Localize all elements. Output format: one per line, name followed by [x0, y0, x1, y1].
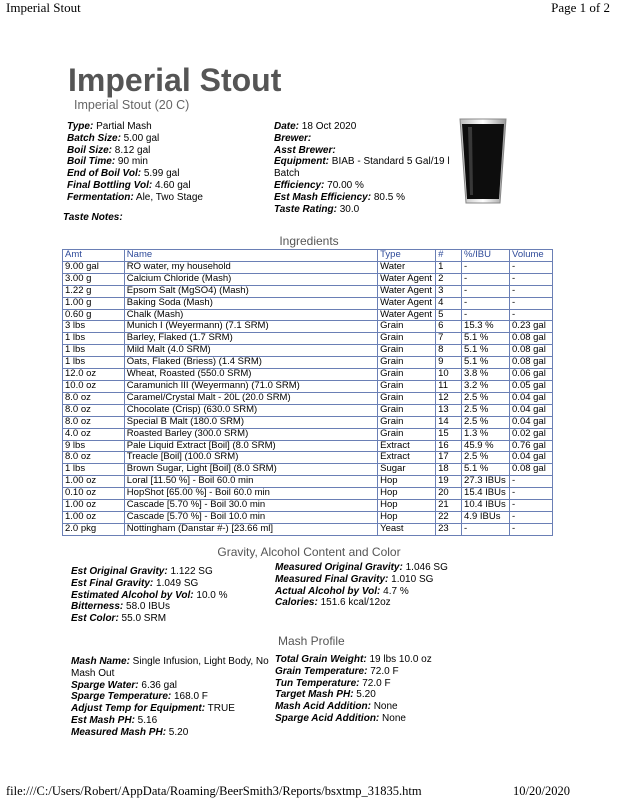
table-row [63, 357, 553, 369]
table-cell: Cascade [5.70 %] - Boil 10.0 min [124, 511, 377, 523]
table-cell: 0.76 gal [510, 440, 553, 452]
table-cell: 1 [436, 261, 462, 273]
detail-line: Asst Brewer: [274, 144, 336, 156]
table-cell: Grain [378, 380, 436, 392]
table-cell: Caramel/Crystal Malt - 20L (20.0 SRM) [124, 392, 377, 404]
detail-line: Total Grain Weight: 19 lbs 10.0 oz [275, 654, 432, 665]
mash-heading: Mash Profile [278, 634, 345, 648]
table-row [63, 523, 553, 535]
table-cell: 2.5 % [462, 452, 510, 464]
table-cell: 9.00 gal [63, 261, 125, 273]
table-cell: 8.0 oz [63, 452, 125, 464]
table-cell: 1 lbs [63, 464, 125, 476]
table-row [63, 380, 553, 392]
table-cell: 15 [436, 428, 462, 440]
table-cell: Grain [378, 321, 436, 333]
table-row [63, 333, 553, 345]
table-cell: Extract [378, 452, 436, 464]
table-cell: Water Agent [378, 273, 436, 285]
table-cell: - [510, 273, 553, 285]
table-cell: 3 lbs [63, 321, 125, 333]
table-cell: 1 lbs [63, 357, 125, 369]
detail-line: Equipment: BIAB - Standard 5 Gal/19 l Batch [274, 156, 450, 180]
table-cell: Oats, Flaked (Briess) (1.4 SRM) [124, 357, 377, 369]
table-cell: 0.08 gal [510, 345, 553, 357]
table-row [63, 500, 553, 512]
table-cell: Caramunich III (Weyermann) (71.0 SRM) [124, 380, 377, 392]
table-cell: Mild Malt (4.0 SRM) [124, 345, 377, 357]
header-title: Imperial Stout [6, 0, 81, 15]
table-cell: 2.5 % [462, 404, 510, 416]
table-cell: Barley, Flaked (1.7 SRM) [124, 333, 377, 345]
recipe-details-right [274, 121, 454, 215]
detail-line: Calories: 151.6 kcal/12oz [275, 597, 391, 609]
table-cell: Baking Soda (Mash) [124, 297, 377, 309]
table-cell: 16 [436, 440, 462, 452]
table-row [63, 488, 553, 500]
table-cell: - [510, 476, 553, 488]
detail-line: Bitterness: 58.0 IBUs [71, 601, 170, 613]
table-cell: 0.08 gal [510, 357, 553, 369]
table-cell: HopShot [65.00 %] - Boil 60.0 min [124, 488, 377, 500]
table-cell: 22 [436, 511, 462, 523]
table-cell: - [510, 488, 553, 500]
table-cell: 0.08 gal [510, 464, 553, 476]
detail-line: Tun Temperature: 72.0 F [275, 677, 391, 689]
table-cell: 15.3 % [462, 321, 510, 333]
table-cell: 20 [436, 488, 462, 500]
detail-line: Sparge Water: 6.36 gal [71, 679, 177, 691]
table-cell: Roasted Barley (300.0 SRM) [124, 428, 377, 440]
table-row [63, 392, 553, 404]
table-cell: 3.8 % [462, 369, 510, 381]
detail-line: Efficiency: 70.00 % [274, 179, 364, 191]
table-cell: 0.10 oz [63, 488, 125, 500]
table-cell: Hop [378, 488, 436, 500]
column-header: Amt [63, 250, 125, 262]
table-row [63, 440, 553, 452]
table-cell: 4.9 IBUs [462, 511, 510, 523]
footer-date: 10/20/2020 [513, 784, 570, 798]
table-cell: Grain [378, 392, 436, 404]
table-cell: Grain [378, 333, 436, 345]
ingredients-table [62, 249, 553, 536]
table-row [63, 428, 553, 440]
table-cell: 9 lbs [63, 440, 125, 452]
table-cell: - [510, 297, 553, 309]
table-cell: 11 [436, 380, 462, 392]
detail-line: Mash Acid Addition: None [275, 701, 398, 713]
detail-line: Adjust Temp for Equipment: TRUE [71, 703, 235, 715]
gravity-heading: Gravity, Alcohol Content and Color [217, 545, 401, 559]
table-cell: Grain [378, 428, 436, 440]
table-cell: 3.2 % [462, 380, 510, 392]
table-cell: - [462, 309, 510, 321]
mash-left [71, 656, 271, 739]
table-cell: Grain [378, 369, 436, 381]
table-row [63, 321, 553, 333]
ingredients-heading: Ingredients [279, 234, 339, 248]
taste-notes-label: Taste Notes: [63, 212, 123, 223]
table-cell: 0.04 gal [510, 404, 553, 416]
table-cell: 10 [436, 369, 462, 381]
table-cell: Treacle [Boil] (100.0 SRM) [124, 452, 377, 464]
detail-line: Sparge Temperature: 168.0 F [71, 691, 208, 703]
table-cell: 12.0 oz [63, 369, 125, 381]
table-cell: 0.04 gal [510, 392, 553, 404]
table-cell: 0.23 gal [510, 321, 553, 333]
beer-glass-icon [458, 117, 508, 205]
table-cell: Yeast [378, 523, 436, 535]
recipe-details-left [67, 121, 267, 204]
table-cell: 19 [436, 476, 462, 488]
table-cell: 18 [436, 464, 462, 476]
table-cell: 0.02 gal [510, 428, 553, 440]
detail-line: Est Original Gravity: 1.122 SG [71, 566, 213, 577]
table-cell: Grain [378, 357, 436, 369]
table-row [63, 285, 553, 297]
detail-line: Grain Temperature: 72.0 F [275, 665, 399, 677]
table-cell: Hop [378, 476, 436, 488]
table-cell: 5 [436, 309, 462, 321]
table-cell: Munich I (Weyermann) (7.1 SRM) [124, 321, 377, 333]
table-cell: - [510, 511, 553, 523]
gravity-right [275, 562, 475, 609]
detail-line: Date: 18 Oct 2020 [274, 121, 357, 132]
table-cell: 0.08 gal [510, 333, 553, 345]
column-header: %/IBU [462, 250, 510, 262]
gravity-left [71, 566, 271, 625]
table-cell: 0.04 gal [510, 452, 553, 464]
table-cell: - [510, 285, 553, 297]
footer-path: file:///C:/Users/Robert/AppData/Roaming/BeerSmith3/Reports/bsxtmp_31835.htm [6, 784, 422, 798]
detail-line: Boil Time: 90 min [67, 156, 148, 168]
table-cell: Calcium Chloride (Mash) [124, 273, 377, 285]
table-cell: 4.0 oz [63, 428, 125, 440]
detail-line: Final Bottling Vol: 4.60 gal [67, 179, 191, 191]
table-cell: 0.04 gal [510, 416, 553, 428]
table-cell: 1.3 % [462, 428, 510, 440]
table-row [63, 511, 553, 523]
table-cell: 5.1 % [462, 333, 510, 345]
table-cell: 8.0 oz [63, 392, 125, 404]
table-row [63, 309, 553, 321]
table-cell: 21 [436, 500, 462, 512]
detail-line: End of Boil Vol: 5.99 gal [67, 168, 180, 180]
table-cell: 13 [436, 404, 462, 416]
table-cell: Wheat, Roasted (550.0 SRM) [124, 369, 377, 381]
table-row [63, 452, 553, 464]
column-header: Name [124, 250, 377, 262]
table-cell: 10.4 IBUs [462, 500, 510, 512]
table-cell: Pale Liquid Extract [Boil] (8.0 SRM) [124, 440, 377, 452]
table-cell: Chalk (Mash) [124, 309, 377, 321]
table-cell: 14 [436, 416, 462, 428]
table-cell: Cascade [5.70 %] - Boil 30.0 min [124, 500, 377, 512]
table-cell: 5.1 % [462, 345, 510, 357]
table-row [63, 464, 553, 476]
table-cell: 1 lbs [63, 345, 125, 357]
detail-line: Est Mash PH: 5.16 [71, 714, 158, 726]
table-cell: 4 [436, 297, 462, 309]
table-row [63, 261, 553, 273]
table-cell: 5.1 % [462, 464, 510, 476]
table-row [63, 476, 553, 488]
table-cell: 1.22 g [63, 285, 125, 297]
table-row [63, 345, 553, 357]
detail-line: Est Final Gravity: 1.049 SG [71, 577, 199, 589]
table-cell: 2.5 % [462, 416, 510, 428]
table-cell: Brown Sugar, Light [Boil] (8.0 SRM) [124, 464, 377, 476]
table-cell: Special B Malt (180.0 SRM) [124, 416, 377, 428]
table-cell: 23 [436, 523, 462, 535]
table-cell: 0.05 gal [510, 380, 553, 392]
column-header: Volume [510, 250, 553, 262]
detail-line: Target Mash PH: 5.20 [275, 689, 376, 701]
table-cell: 3 [436, 285, 462, 297]
table-row [63, 404, 553, 416]
table-cell: 8.0 oz [63, 404, 125, 416]
table-cell: 45.9 % [462, 440, 510, 452]
table-cell: Water Agent [378, 297, 436, 309]
table-cell: 1.00 oz [63, 511, 125, 523]
table-cell: 3.00 g [63, 273, 125, 285]
table-cell: 27.3 IBUs [462, 476, 510, 488]
recipe-title: Imperial Stout [68, 62, 282, 98]
table-cell: - [462, 261, 510, 273]
table-cell: - [462, 523, 510, 535]
table-row [63, 297, 553, 309]
detail-line: Actual Alcohol by Vol: 4.7 % [275, 585, 409, 597]
detail-line: Measured Original Gravity: 1.046 SG [275, 562, 448, 573]
table-cell: 8 [436, 345, 462, 357]
table-cell: Epsom Salt (MgSO4) (Mash) [124, 285, 377, 297]
table-cell: - [462, 285, 510, 297]
table-cell: 2 [436, 273, 462, 285]
table-cell: Grain [378, 404, 436, 416]
table-cell: 2.5 % [462, 392, 510, 404]
table-cell: Water Agent [378, 309, 436, 321]
table-cell: - [510, 309, 553, 321]
table-cell: 12 [436, 392, 462, 404]
table-cell: - [510, 523, 553, 535]
table-cell: 2.0 pkg [63, 523, 125, 535]
column-header: # [436, 250, 462, 262]
table-cell: - [510, 500, 553, 512]
table-cell: 5.1 % [462, 357, 510, 369]
table-cell: Extract [378, 440, 436, 452]
table-cell: 0.60 g [63, 309, 125, 321]
table-cell: Sugar [378, 464, 436, 476]
table-cell: Grain [378, 345, 436, 357]
table-header-row [63, 250, 553, 262]
table-cell: Grain [378, 416, 436, 428]
table-cell: 17 [436, 452, 462, 464]
table-cell: 1 lbs [63, 333, 125, 345]
detail-line: Est Color: 55.0 SRM [71, 613, 167, 625]
table-cell: Chocolate (Crisp) (630.0 SRM) [124, 404, 377, 416]
table-cell: Water [378, 261, 436, 273]
table-cell: - [462, 273, 510, 285]
table-cell: 15.4 IBUs [462, 488, 510, 500]
table-cell: 1.00 g [63, 297, 125, 309]
detail-line: Mash Name: Single Infusion, Light Body, No Mash Out [71, 656, 269, 679]
detail-line: Measured Mash PH: 5.20 [71, 726, 189, 738]
table-cell: Loral [11.50 %] - Boil 60.0 min [124, 476, 377, 488]
table-cell: Hop [378, 500, 436, 512]
table-cell: Nottingham (Danstar #-) [23.66 ml] [124, 523, 377, 535]
table-cell: RO water, my household [124, 261, 377, 273]
table-cell: 1.00 oz [63, 476, 125, 488]
detail-line: Estimated Alcohol by Vol: 10.0 % [71, 589, 228, 601]
page-number: Page 1 of 2 [551, 0, 610, 15]
table-cell: - [510, 261, 553, 273]
table-cell: 10.0 oz [63, 380, 125, 392]
detail-line: Est Mash Efficiency: 80.5 % [274, 191, 405, 203]
mash-right [275, 654, 475, 725]
table-cell: 7 [436, 333, 462, 345]
table-row [63, 369, 553, 381]
table-cell: 6 [436, 321, 462, 333]
table-cell: Water Agent [378, 285, 436, 297]
detail-line: Boil Size: 8.12 gal [67, 144, 151, 156]
table-cell: 0.06 gal [510, 369, 553, 381]
table-cell: 1.00 oz [63, 500, 125, 512]
table-cell: 8.0 oz [63, 416, 125, 428]
detail-line: Fermentation: Ale, Two Stage [67, 191, 203, 203]
detail-line: Taste Rating: 30.0 [274, 203, 360, 215]
recipe-style: Imperial Stout (20 C) [74, 98, 190, 112]
detail-line: Batch Size: 5.00 gal [67, 132, 160, 144]
table-row [63, 273, 553, 285]
detail-line: Type: Partial Mash [67, 121, 152, 132]
column-header: Type [378, 250, 436, 262]
detail-line: Sparge Acid Addition: None [275, 712, 406, 724]
table-cell: 9 [436, 357, 462, 369]
table-cell: - [462, 297, 510, 309]
table-cell: Hop [378, 511, 436, 523]
detail-line: Measured Final Gravity: 1.010 SG [275, 573, 434, 585]
detail-line: Brewer: [274, 132, 312, 144]
table-row [63, 416, 553, 428]
